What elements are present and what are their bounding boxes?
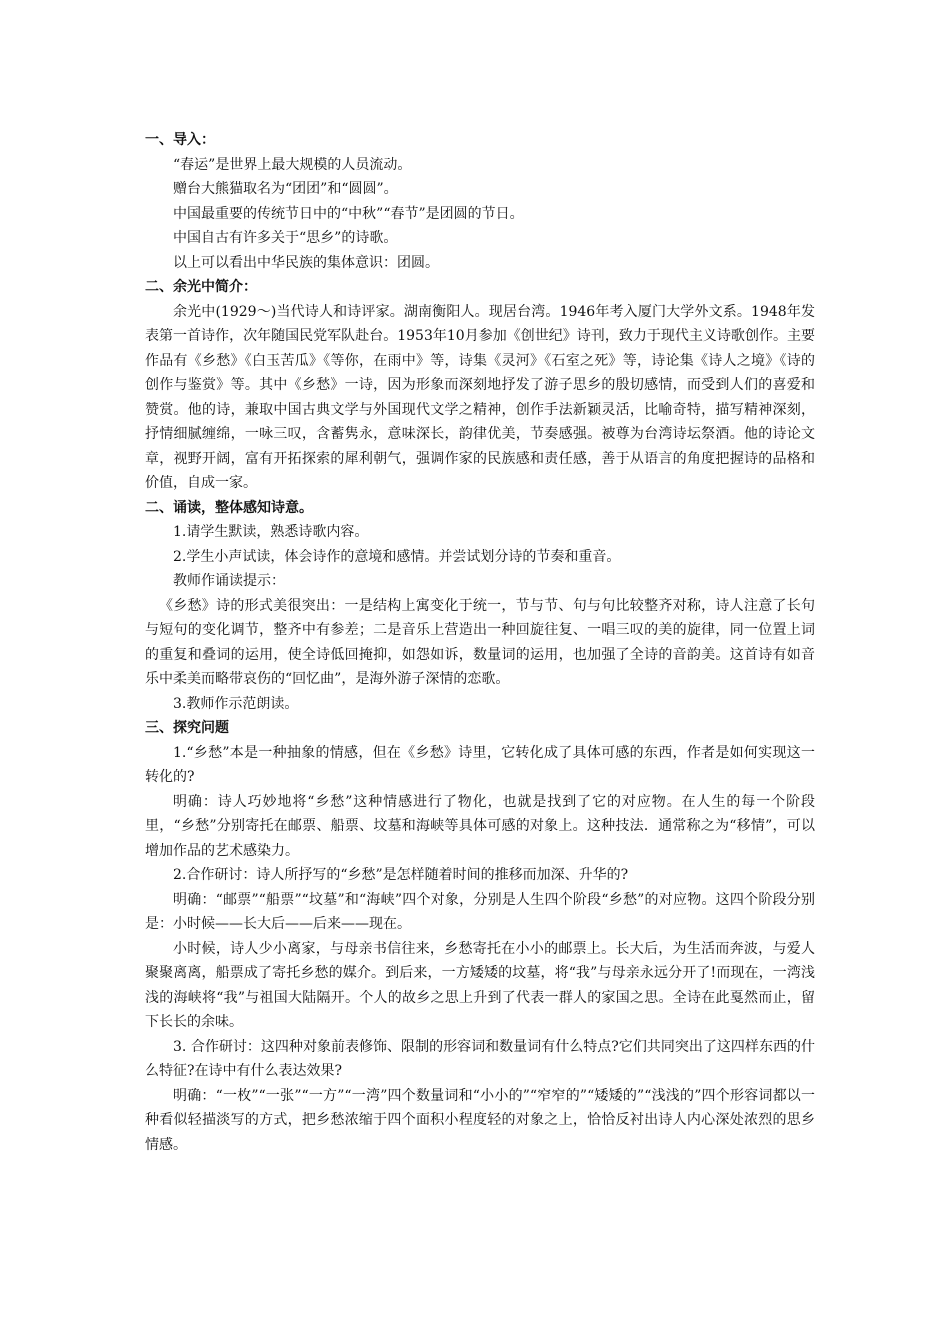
paragraph: 赠台大熊猫取名为“团团”和“圆圆”。 [173,181,398,197]
paragraph: 明确：“一枚”“一张”“一方”“一湾”四个数量词和“小小的”“窄窄的”“矮矮的”“浅浅的”四个形容词都以一种看似轻描淡写的方式，把乡愁浓缩于四个面积小程度轻的对象之上，恰恰反衬出诗人内心深处浓烈的思乡情感。 [145,1087,815,1153]
section-heading-intro: 一、导入： [145,132,215,148]
document-body [145,128,815,1157]
section-heading-reading: 二、诵读，整体感知诗意。 [145,499,313,516]
paragraph: 明确：诗人巧妙地将“乡愁”这种情感进行了物化，也就是找到了它的对应物。在人生的每一个阶段里，“乡愁”分别寄托在邮票、船票、坟墓和海峡等具体可感的对象上。这种技法．通常称之为“移情”，可以增加作品的艺术感染力。 [145,793,815,859]
paragraph: 2.学生小声试读，体会诗作的意境和感情。并尝试划分诗的节奏和重音。 [173,548,621,565]
paragraph: 中国自古有许多关于“思乡”的诗歌。 [173,230,398,246]
paragraph: 2.合作研讨：诗人所抒写的“乡愁”是怎样随着时间的推移而加深、升华的? [173,867,629,883]
paragraph: 小时候，诗人少小离家，与母亲书信往来，乡愁寄托在小小的邮票上。长大后，为生活而奔波，与爱人聚聚离离，船票成了寄托乡愁的媒介。到后来，一方矮矮的坟墓，将“我”与母亲永远分开了!而现在，一湾浅浅的海峡将“我”与祖国大陆隔开。个人的故乡之思上升到了代表一群人的家国之思。全诗在此戛然而止，留下长长的余味。 [145,940,815,1030]
paragraph: 1.“乡愁”本是一种抽象的情感，但在《乡愁》诗里，它转化成了具体可感的东西，作者是如何实现这一转化的? [145,744,815,785]
paragraph: 1.请学生默读，熟悉诗歌内容。 [173,524,369,540]
paragraph: 余光中(1929～)当代诗人和诗评家。湖南衡阳人。现居台湾。1946年考入厦门大学外文系。1948年发表第一首诗作，次年随国民党军队赴台。1953年10月参加《创世纪》诗刊，致力于现代主义诗歌创作。主要作品有《乡愁》《白玉苦瓜》《等你，在雨中》等，诗集《灵河》《石室之死》等，诗论集《诗人之境》《诗的创作与鉴赏》等。其中《乡愁》一诗，因为形象而深刻地抒发了游子思乡的殷切感情，而受到人们的喜爱和赞赏。他的诗，兼取中国古典文学与外国现代文学之精神，创作手法新颖灵活，比喻奇特，描写精神深刻，抒情细腻缠绵，一咏三叹，含蓄隽永，意味深长，韵律优美，节奏感强。被尊为台湾诗坛祭酒。他的诗论文章，视野开阔，富有开拓探索的犀利朝气，强调作家的民族感和责任感，善于从语言的角度把握诗的品格和价值，自成一家。 [145,303,815,491]
paragraph: 明确：“邮票”“船票”“坟墓”和“海峡”四个对象，分别是人生四个阶段“乡愁”的对应物。这四个阶段分别是：小时候——长大后——后来——现在。 [145,891,815,932]
section-heading-author: 二、余光中简介： [145,279,257,295]
paragraph: 《乡愁》诗的形式美很突出：一是结构上寓变化于统一，节与节、句与句比较整齐对称，诗人注意了长句与短句的变化调节，整齐中有参差；二是音乐上营造出一种回旋往复、一唱三叹的美的旋律，同一位置上词的重复和叠词的运用，使全诗低回掩抑，如怨如诉，数量词的运用，也加强了全诗的音韵美。这首诗有如音乐中柔美而略带哀伤的“回忆曲”，是海外游子深情的恋歌。 [145,597,815,687]
paragraph: 教师作诵读提示： [173,573,285,589]
paragraph: 中国最重要的传统节日中的“中秋”“春节”是团圆的节日。 [173,205,524,222]
paragraph: 以上可以看出中华民族的集体意识：团圆。 [173,254,439,271]
paragraph: “春运”是世界上最大规模的人员流动。 [173,156,412,173]
section-heading-questions: 三、探究问题 [145,720,229,736]
paragraph: 3.教师作示范朗读。 [173,695,299,712]
paragraph: 3. 合作研讨：这四种对象前表修饰、限制的形容词和数量词有什么特点?它们共同突出了这四样东西的什么特征?在诗中有什么表达效果? [145,1038,815,1079]
